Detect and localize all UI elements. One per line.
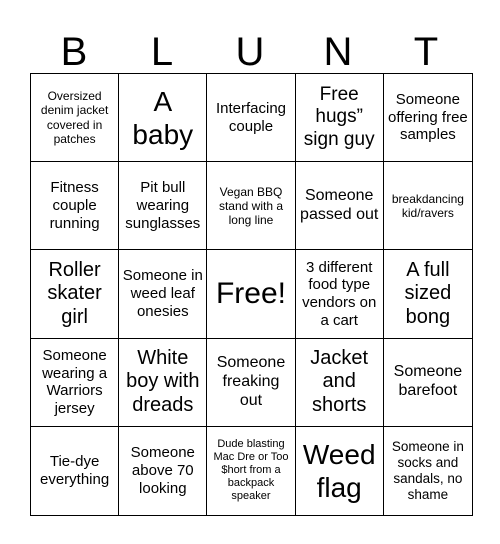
bingo-square[interactable]: Someone in weed leaf onesies — [119, 250, 207, 338]
bingo-square[interactable]: Vegan BBQ stand with a long line — [207, 162, 295, 250]
bingo-square[interactable]: Oversized denim jacket covered in patches — [31, 74, 119, 162]
bingo-square[interactable]: Jacket and shorts — [296, 339, 384, 427]
header-letter-u: U — [235, 29, 265, 74]
bingo-square[interactable]: Someone above 70 looking — [119, 427, 207, 515]
free-square[interactable]: Free! — [207, 250, 295, 338]
bingo-square[interactable]: Weed flag — [296, 427, 384, 515]
bingo-square[interactable]: Roller skater girl — [31, 250, 119, 338]
header-letter-l: L — [150, 29, 174, 74]
bingo-square[interactable]: Someone wearing a Warriors jersey — [31, 339, 119, 427]
bingo-square[interactable]: Someone offering free samples — [384, 74, 472, 162]
bingo-square[interactable]: Tie-dye everything — [31, 427, 119, 515]
bingo-square[interactable]: A baby — [119, 74, 207, 162]
bingo-square[interactable]: A full sized bong — [384, 250, 472, 338]
bingo-square[interactable]: Someone passed out — [296, 162, 384, 250]
bingo-grid — [30, 73, 473, 516]
bingo-square[interactable]: Fitness couple running — [31, 162, 119, 250]
bingo-header — [30, 26, 470, 78]
bingo-square[interactable]: Someone freaking out — [207, 339, 295, 427]
bingo-square[interactable]: Pit bull wearing sunglasses — [119, 162, 207, 250]
bingo-square[interactable]: Interfacing couple — [207, 74, 295, 162]
bingo-square[interactable]: Dude blasting Mac Dre or Too $hort from a backpack speaker — [207, 427, 295, 515]
bingo-square[interactable]: Someone barefoot — [384, 339, 472, 427]
header-letter-n: N — [323, 29, 353, 74]
bingo-square[interactable]: 3 different food type vendors on a cart — [296, 250, 384, 338]
bingo-square[interactable]: breakdancing kid/ravers — [384, 162, 472, 250]
bingo-square[interactable]: Free hugs” sign guy — [296, 74, 384, 162]
header-letter-t: T — [413, 29, 439, 74]
header-letter-b: B — [60, 29, 88, 74]
bingo-square[interactable]: White boy with dreads — [119, 339, 207, 427]
bingo-square[interactable]: Someone in socks and sandals, no shame — [391, 439, 464, 502]
